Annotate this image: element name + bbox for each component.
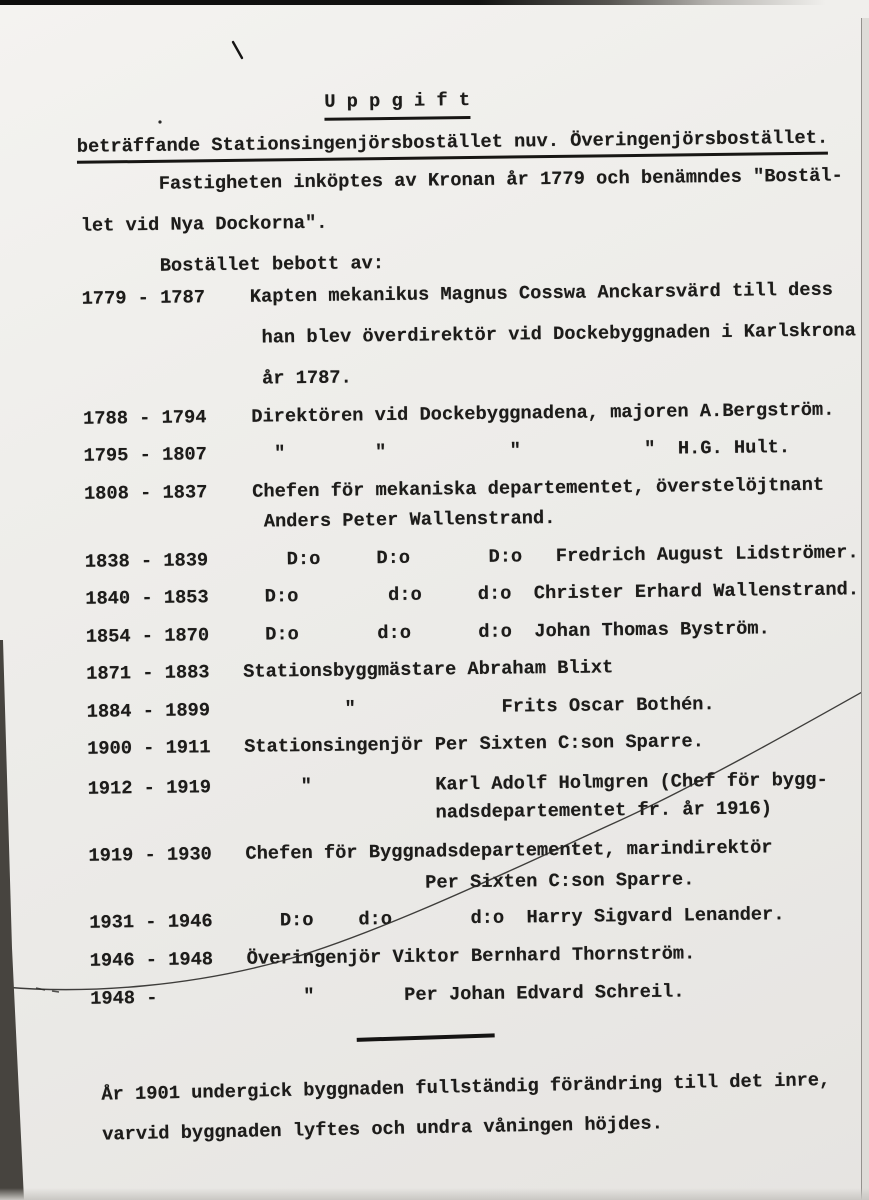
photo-edge-bottom xyxy=(0,1188,869,1200)
resident-entry xyxy=(87,768,829,836)
resident-years: 1788 - 1794 xyxy=(82,406,207,430)
resident-line: han blev överdirektör vid Dockebyggnaden i Karlskrona xyxy=(239,319,857,349)
resident-years: 1795 - 1807 xyxy=(83,443,208,467)
resident-years: 1840 - 1853 xyxy=(85,586,209,610)
resident-line: Kapten mekanikus Magnus Cosswa Anckarsvärd till dess xyxy=(238,278,834,308)
resident-years: 1912 - 1919 xyxy=(87,776,212,800)
section-divider xyxy=(357,1033,495,1042)
resident-years: 1808 - 1837 xyxy=(83,481,208,505)
resident-years: 1948 - xyxy=(90,986,158,1010)
resident-entry xyxy=(82,280,857,412)
resident-years: 1779 - 1787 xyxy=(81,286,206,310)
resident-line: " Karl Adolf Holmgren (Chef för bygg- xyxy=(244,768,828,798)
photo-edge-top xyxy=(0,0,869,5)
document-subtitle: beträffande Stationsingenjörsbostället nuv. Överingenjörsbostället. xyxy=(77,129,829,164)
resident-line: D:o d:o d:o Christer Erhard Wallenstrand. xyxy=(242,578,860,608)
resident-line: Överingenjör Viktor Bernhard Thornström. xyxy=(246,942,696,970)
resident-years: 1838 - 1839 xyxy=(84,549,209,573)
resident-line: Stationsingenjör Per Sixten C:son Sparre. xyxy=(244,730,705,758)
photo-edge-right xyxy=(861,18,869,1200)
footer-line: År 1901 undergick byggnaden fullständig förändring till det inre, xyxy=(101,1068,831,1106)
resident-line: Per Sixten C:son Sparre. xyxy=(245,868,695,896)
resident-line: D:o d:o d:o Harry Sigvard Lenander. xyxy=(246,903,785,932)
resident-entry xyxy=(88,838,773,908)
resident-line: Stationsbyggmästare Abraham Blixt xyxy=(243,656,614,683)
resident-line: " Frits Oscar Bothén. xyxy=(243,693,715,721)
resident-years: 1871 - 1883 xyxy=(86,661,210,685)
resident-years: 1931 - 1946 xyxy=(89,910,213,934)
resident-line: nadsdepartementet fr. år 1916) xyxy=(244,797,773,826)
resident-line: " Per Johan Edvard Schreil. xyxy=(247,980,685,1008)
resident-line: Chefen för mekaniska departementet, överstelöjtnant xyxy=(240,473,825,503)
resident-line: " " " " H.G. Hult. xyxy=(240,436,791,465)
resident-line: Direktören vid Dockebyggnadena, majoren A.Bergström. xyxy=(239,398,835,428)
document-title: U p p g i f t xyxy=(324,91,470,121)
intro-line: Bostället bebott av: xyxy=(81,252,385,278)
resident-years: 1854 - 1870 xyxy=(85,624,210,648)
resident-years: 1900 - 1911 xyxy=(87,736,211,760)
intro-line: Fastigheten inköptes av Kronan år 1779 och benämndes "Bostäl- xyxy=(80,164,843,196)
resident-years: 1884 - 1899 xyxy=(86,699,211,723)
intro-line: let vid Nya Dockorna". xyxy=(80,211,328,237)
resident-years: 1946 - 1948 xyxy=(89,948,214,972)
resident-years: 1919 - 1930 xyxy=(88,843,212,867)
resident-line: D:o D:o D:o Fredrich August Lidströmer. xyxy=(241,541,859,571)
resident-line: Anders Peter Wallenstrand. xyxy=(241,506,556,533)
resident-entry xyxy=(90,982,685,1027)
footer-note xyxy=(101,1068,831,1166)
resident-line: D:o d:o d:o Johan Thomas Byström. xyxy=(242,617,770,646)
resident-entry xyxy=(83,473,825,545)
resident-line: år 1787. xyxy=(239,366,352,390)
footer-line: varvid byggnaden lyftes och undra våningen höjdes. xyxy=(102,1112,664,1146)
resident-line: Chefen för Byggnadsdepartementet, marindirektör xyxy=(245,836,773,865)
